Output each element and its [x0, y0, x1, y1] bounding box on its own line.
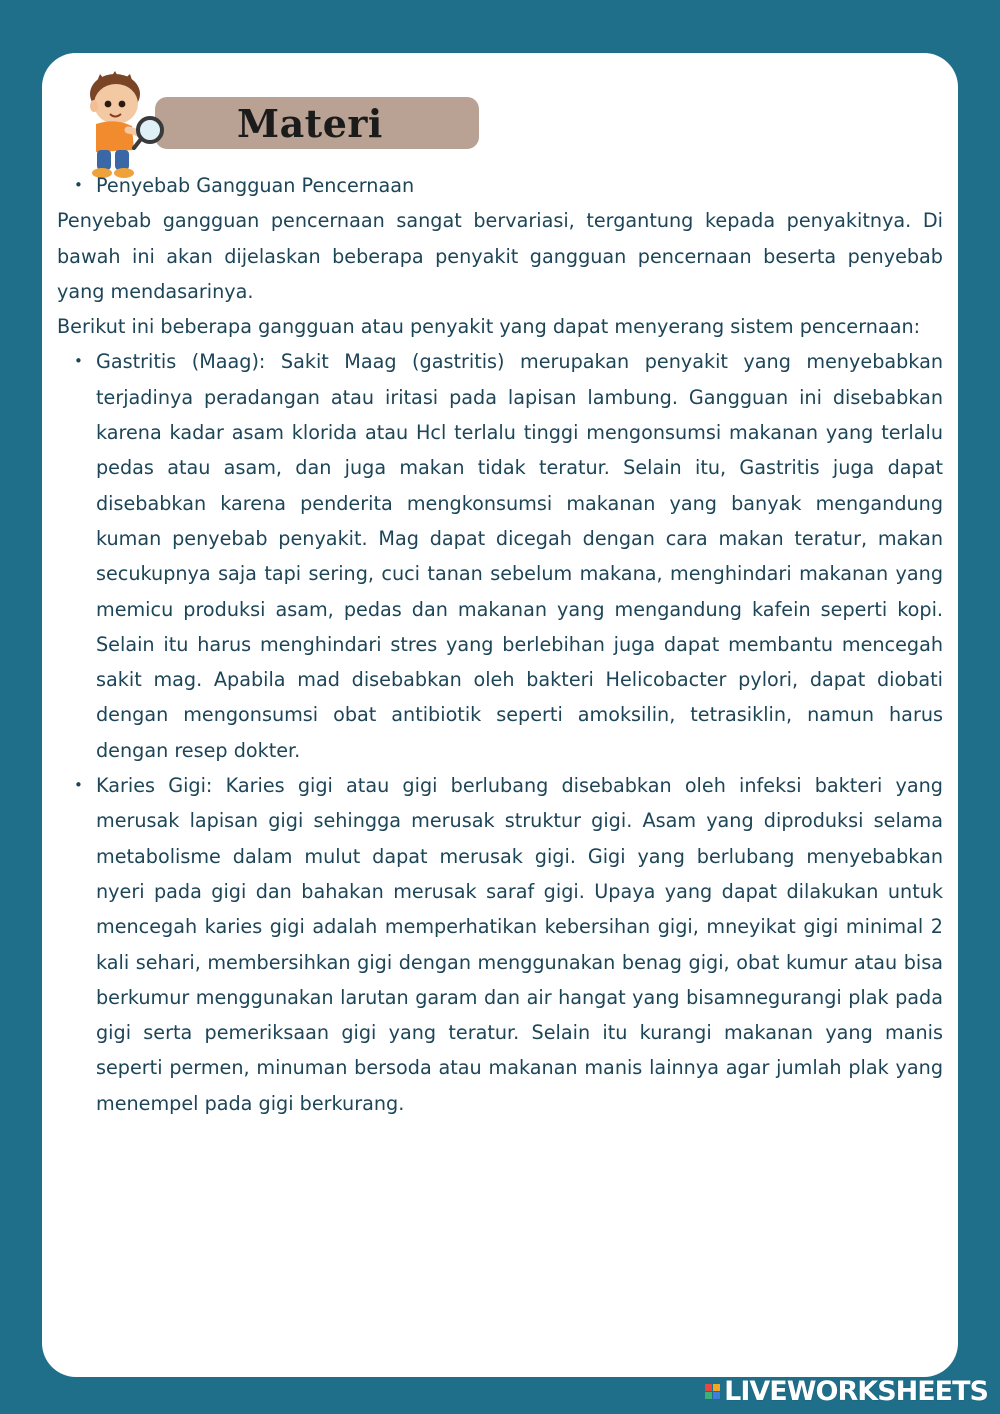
disease-list: [57, 344, 943, 1121]
intro-paragraph: Penyebab gangguan pencernaan sangat bervariasi, tergantung kepada penyakitnya. Di bawah ini akan dijelaskan beberapa penyakit gangguan pencernaan beserta penyebab yang mendasarinya.: [57, 209, 943, 303]
section-heading-list: [57, 168, 943, 203]
boy-magnifier-illustration: [70, 68, 166, 180]
liveworksheets-logo: [705, 1384, 720, 1399]
list-item-gastritis: • Gastritis (Maag): Sakit Maag (gastritis) merupakan penyakit yang menyebabkan terjadinya peradangan atau iritasi pada lapisan lambung. Gangguan ini disebabkan karena kadar asam klorida atau Hcl terlalu tinggi mengonsumsi makanan yang terlalu pedas atau asam, dan juga makan tidak teratur. Selain itu, Gastritis juga dapat disebabkan karena penderita mengkonsumsi makanan yang banyak mengandung kuman penyebab penyakit. Mag dapat dicegah dengan cara makan teratur, makan secukupnya saja tapi sering, cuci tanan sebelum makana, menghindari makanan yang memicu produksi asam, pedas dan makanan yang mengandung kafein seperti kopi. Selain itu harus menghindari stres yang berlebihan juga dapat membantu mencegah sakit mag. Apabila mad disebabkan oleh bakteri Helicobacter pylori, dapat diobati dengan mengonsumsi obat antibiotik seperti amoksilin, tetrasiklin, namun harus dengan resep dokter.: [96, 344, 943, 768]
section-heading: • Penyebab Gangguan Pencernaan: [96, 168, 943, 203]
intro-paragraph: Berikut ini beberapa gangguan atau penyakit yang dapat menyerang sistem pencernaan:: [57, 315, 921, 339]
content-body: [57, 168, 943, 1121]
liveworksheets-watermark: [705, 1376, 988, 1406]
list-item-karies-gigi: • Karies Gigi: Karies gigi atau gigi berlubang disebabkan oleh infeksi bakteri yang merusak lapisan gigi sehingga merusak struktur gigi. Asam yang diproduksi selama metabolisme dalam mulut dapat merusak gigi. Gigi yang berlubang menyebabkan nyeri pada gigi dan bahakan merusak saraf gigi. Upaya yang dapat dilakukan untuk mencegah karies gigi adalah memperhatikan kebersihan gigi, mneyikat gigi minimal 2 kali sehari, membersihkan gigi dengan menggunakan benag gigi, obat kumur atau bisa berkumur menggunakan larutan garam dan air hangat yang bisamnegurangi plak pada gigi serta pemeriksaan gigi yang teratur. Selain itu kurangi makanan yang manis seperti permen, minuman bersoda atau makanan manis lainnya agar jumlah plak yang menempel pada gigi berkurang.: [96, 768, 943, 1121]
page-title: Materi: [237, 101, 383, 146]
liveworksheets-brand: LIVEWORKSHEETS: [724, 1375, 988, 1407]
